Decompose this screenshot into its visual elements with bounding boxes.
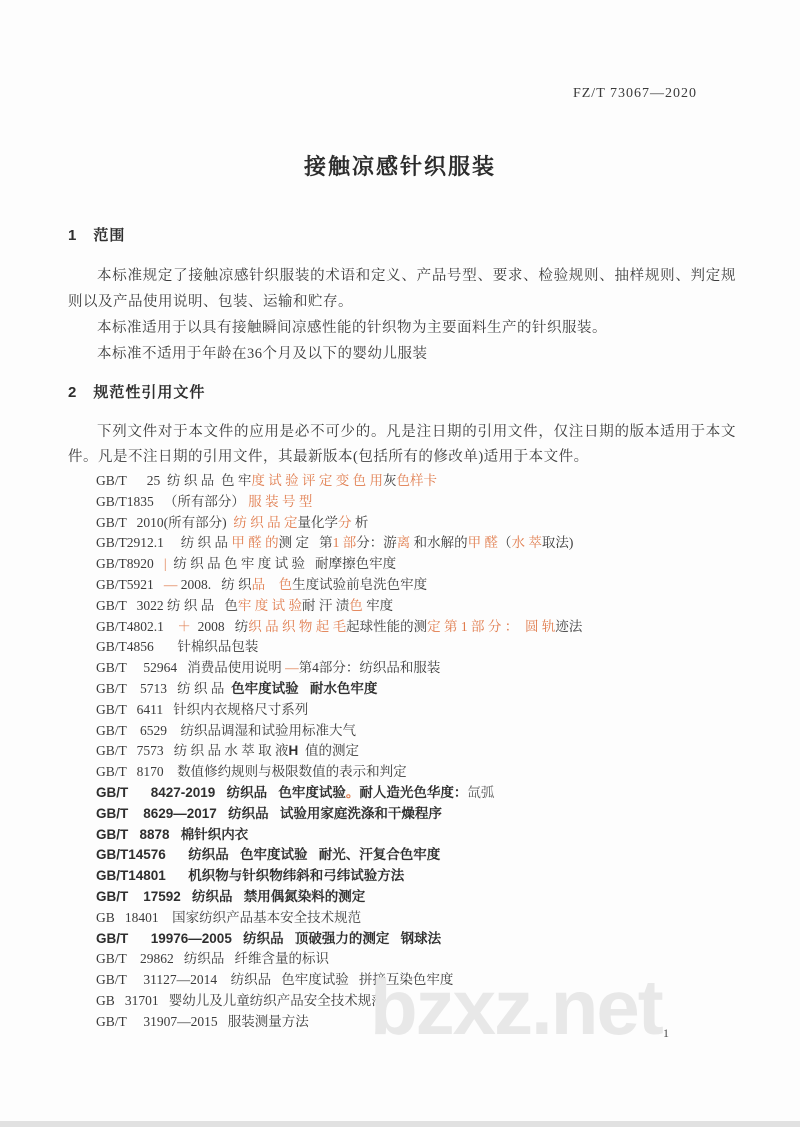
reference-segment: GB/T4802.1 xyxy=(96,618,178,634)
reference-item xyxy=(96,762,736,783)
document-content xyxy=(68,224,736,1033)
reference-segment: 色 xyxy=(278,576,293,592)
reference-segment: GB/T 8170 数值修约规则与极限数值的表示和判定 xyxy=(96,764,407,780)
section-2-heading: 2 规范性引用文件 xyxy=(68,384,206,401)
reference-segment: 度 试 验 评 定 变 色 用 xyxy=(251,473,384,488)
reference-segment: GB/T 31127—2014 纺织品 色牢度试验 拼接互染色牢度 xyxy=(96,972,454,988)
reference-item xyxy=(96,804,736,825)
references-list xyxy=(96,471,736,1033)
reference-segment: GB/T 7573 纺 织 品 水 萃 取 液 xyxy=(96,743,289,759)
reference-segment: 氙弧 xyxy=(467,784,495,800)
reference-segment: 2008. 纺 织 xyxy=(177,576,252,592)
reference-item xyxy=(96,617,736,638)
reference-segment: — xyxy=(285,660,299,676)
reference-segment: GB/T 8629—2017 纺织品 试验用家庭洗涤和干燥程序 xyxy=(96,805,442,821)
reference-item xyxy=(96,492,736,513)
reference-item xyxy=(96,679,736,700)
reference-segment: 耐人造光色华度： xyxy=(359,784,468,800)
reference-item xyxy=(96,825,736,846)
reference-segment: 和水解的 xyxy=(410,535,468,551)
reference-segment: 服 装 号 型 xyxy=(248,493,313,509)
reference-segment: 析 xyxy=(351,514,369,530)
reference-segment: 分：游 xyxy=(356,535,397,551)
reference-segment: 牢度 xyxy=(362,597,394,613)
reference-segment: GB/T14801 机织物与针织物纬斜和弓纬试验方法 xyxy=(96,868,405,884)
reference-segment: 灰 xyxy=(383,473,397,488)
reference-segment xyxy=(265,577,279,592)
page-title: 接触凉感针织服装 xyxy=(303,154,496,179)
reference-item xyxy=(96,637,736,658)
reference-segment: GB/T 52964 消费品使用说明 xyxy=(96,660,286,676)
reference-segment: 分 xyxy=(338,514,352,530)
reference-segment: 生度试验前皂洗色牢度 xyxy=(292,576,428,592)
reference-segment: GB/T 25 纺 织 品 色 牢 xyxy=(96,473,252,488)
watermark: bzxz.net xyxy=(370,963,662,1051)
reference-segment: 水 萃 xyxy=(511,535,542,551)
reference-item xyxy=(96,700,736,721)
reference-segment: — xyxy=(163,576,178,592)
reference-segment: GB/T 8878 棉针织内衣 xyxy=(96,826,249,842)
reference-segment: GB 31701 婴幼儿及儿童纺织产品安全技术规范 xyxy=(96,992,385,1008)
reference-item xyxy=(96,471,736,492)
reference-segment: 色牢度试验 耐水色牢度 xyxy=(231,680,378,696)
reference-segment: H xyxy=(288,743,299,759)
reference-segment: GB/T14576 纺织品 色牢度试验 耐光、汗复合色牢度 xyxy=(96,847,441,863)
reference-segment: 品 xyxy=(251,576,266,592)
reference-segment: 色样卡 xyxy=(396,473,438,488)
reference-segment: GB/T 3022 纺 织 品 色 xyxy=(96,597,238,613)
reference-segment: GB/T 29862 纺织品 纤维含量的标识 xyxy=(96,951,330,967)
reference-item xyxy=(96,845,736,866)
reference-item xyxy=(96,658,736,679)
reference-segment: GB/T 8427-2019 纺织品 色牢度试验 xyxy=(96,784,346,800)
reference-segment: 色 xyxy=(349,597,363,613)
reference-segment: GB/T1835 （所有部分） xyxy=(96,493,249,509)
reference-item xyxy=(96,596,736,617)
reference-segment: 纺 织 品 定 xyxy=(233,514,298,530)
reference-item xyxy=(96,554,736,575)
reference-item xyxy=(96,533,736,554)
section-2-intro: 下列文件对于本文件的应用是必不可少的。凡是注日期的引用文件，仅注日期的版本适用于本文件。凡是不注日期的引用文件，其最新版本(包括所有的修改单)适用于本文件。 xyxy=(68,424,736,465)
reference-segment: 取法) xyxy=(541,535,574,551)
scan-bottom-edge xyxy=(0,1121,800,1127)
reference-segment: GB/T2912.1 纺 织 品 xyxy=(96,535,232,551)
reference-segment: 第4部分：纺织品和服装 xyxy=(298,660,441,676)
reference-segment: 2008 纺 xyxy=(190,618,249,634)
reference-segment: GB/T 6529 纺织品调湿和试验用标准大气 xyxy=(96,722,357,738)
reference-item xyxy=(96,908,736,929)
reference-item xyxy=(96,575,736,596)
reference-segment: 耐 汗 渍 xyxy=(302,597,350,613)
reference-segment: GB 18401 国家纺织产品基本安全技术规范 xyxy=(96,909,362,925)
reference-item xyxy=(96,887,736,908)
page-number: 1 xyxy=(663,1026,669,1040)
reference-segment: 1 部 xyxy=(332,535,357,551)
reference-segment: 量化学 xyxy=(297,514,338,530)
reference-segment: GB/T 6411 针织内衣规格尺寸系列 xyxy=(96,701,309,717)
reference-segment: GB/T4856 针棉织品包装 xyxy=(96,639,259,655)
reference-segment: GB/T 2010(所有部分) xyxy=(96,514,234,530)
reference-segment: 甲 醛 xyxy=(467,535,499,551)
reference-segment: 牢 度 试 验 xyxy=(237,597,303,613)
reference-segment: 迹法 xyxy=(555,618,583,634)
reference-item xyxy=(96,929,736,950)
reference-segment: 值的测定 xyxy=(298,743,360,759)
doc-code: FZ/T 73067—2020 xyxy=(572,86,697,101)
reference-segment: 起球性能的测 xyxy=(346,618,428,634)
reference-segment: GB/T 17592 纺织品 禁用偶氮染料的测定 xyxy=(96,888,366,904)
reference-item xyxy=(96,783,736,804)
reference-segment: 定 第 1 部 分 ： 圆 轨 xyxy=(427,618,556,634)
section-1-paragraph-3: 本标准不适用于年龄在36个月及以下的婴幼儿服装 xyxy=(97,346,428,362)
section-1-paragraph-2: 本标准适用于以具有接触瞬间凉感性能的针织物为主要面料生产的针织服装。 xyxy=(97,320,607,336)
reference-item xyxy=(96,741,736,762)
reference-segment: GB/T 5713 纺 织 品 xyxy=(96,680,232,696)
reference-segment: GB/T8920 xyxy=(96,556,164,572)
reference-segment: ＋ xyxy=(177,618,191,634)
reference-segment: 甲 醛 的 xyxy=(231,535,279,551)
reference-segment: （ xyxy=(498,535,512,551)
reference-segment: | xyxy=(163,556,167,572)
reference-item xyxy=(96,866,736,887)
reference-item xyxy=(96,721,736,742)
reference-segment: 离 xyxy=(396,535,411,551)
reference-segment: GB/T5921 xyxy=(96,576,164,592)
reference-segment: 纺 织 品 色 牢 度 试 验 耐摩擦色牢度 xyxy=(166,556,397,572)
reference-segment: 。 xyxy=(345,784,360,800)
section-1-heading: 1 范围 xyxy=(68,227,126,244)
reference-item xyxy=(96,513,736,534)
section-1-paragraph-1: 本标准规定了接触凉感针织服装的术语和定义、产品号型、要求、检验规则、抽样规则、判定规则以及产品使用说明、包装、运输和贮存。 xyxy=(68,268,736,310)
reference-segment: 测 定 第 xyxy=(278,535,333,551)
reference-segment: GB/T 31907—2015 服装测量方法 xyxy=(96,1013,309,1029)
reference-segment: GB/T 19976—2005 纺织品 顶破强力的测定 钢球法 xyxy=(96,930,442,946)
reference-segment: 织 品 织 物 起 毛 xyxy=(248,618,347,634)
